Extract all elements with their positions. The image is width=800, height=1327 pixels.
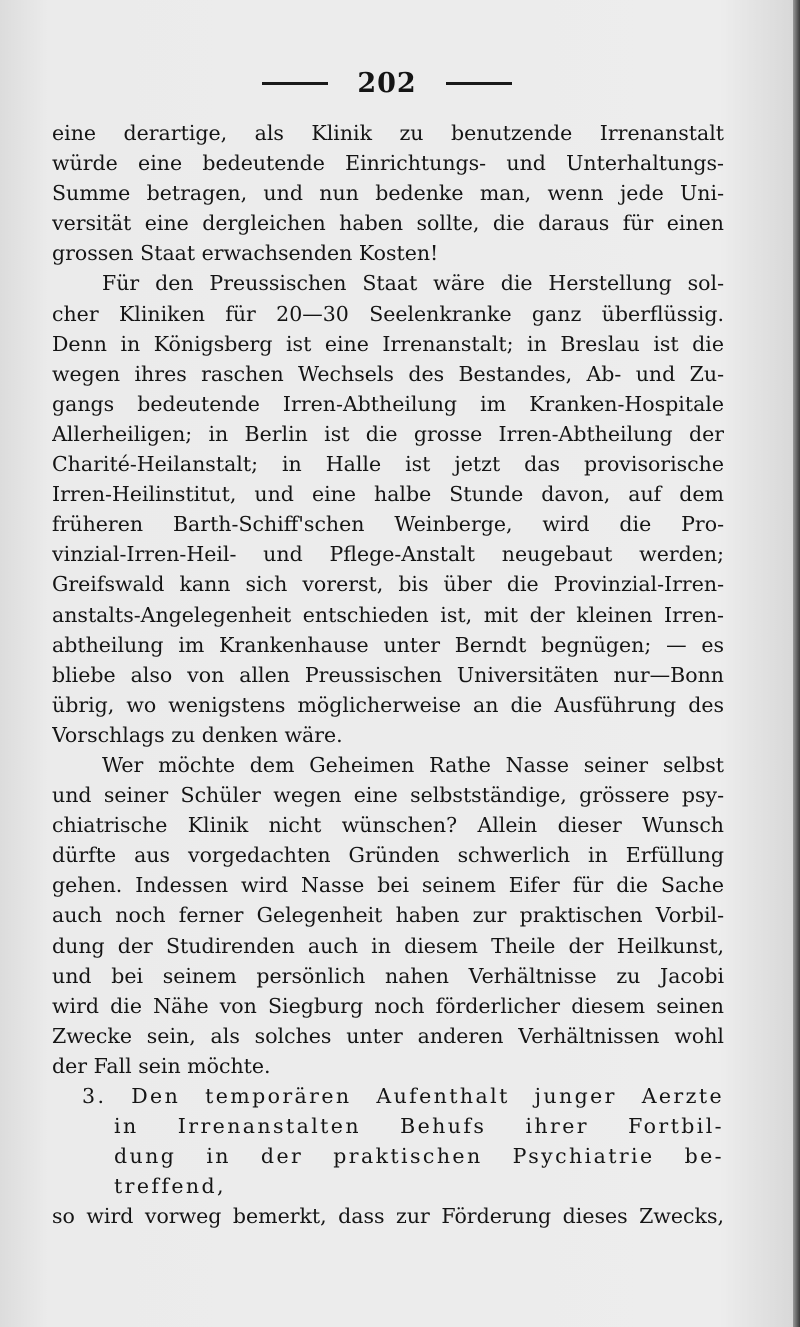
body-text bbox=[52, 118, 724, 1231]
text-line: wegen ihres raschen Wechsels des Bestandes, Ab- und Zu- bbox=[52, 361, 724, 386]
text-line: bliebe also von allen Preussischen Universitäten nur—Bonn bbox=[52, 662, 724, 687]
text-line: und bei seinem persönlich nahen Verhältnisse zu Jacobi bbox=[52, 963, 724, 988]
page-header bbox=[262, 66, 512, 100]
text-line: so wird vorweg bemerkt, dass zur Förderung dieses Zwecks, bbox=[52, 1204, 724, 1229]
text-line: vinzial-Irren-Heil- und Pflege-Anstalt neugebaut werden; bbox=[52, 542, 724, 567]
page-number: 202 bbox=[357, 67, 417, 99]
text-line: Irren-Heilinstitut, und eine halbe Stunde davon, auf dem bbox=[52, 482, 724, 507]
text-line: abtheilung im Krankenhause unter Berndt begnügen; — es bbox=[52, 632, 724, 657]
text-line: in Irrenanstalten Behufs ihrer Fortbil- bbox=[114, 1114, 724, 1139]
text-line: gangs bedeutende Irren-Abtheilung im Kranken-Hospitale bbox=[52, 391, 724, 416]
text-line: Für den Preussischen Staat wäre die Herstellung sol- bbox=[102, 271, 724, 296]
header-rule-right bbox=[446, 82, 512, 85]
text-line: wird die Nähe von Siegburg noch förderlicher diesem seinen bbox=[52, 993, 724, 1018]
text-line: treffend, bbox=[114, 1174, 226, 1199]
text-line: dung der Studirenden auch in diesem Theile der Heilkunst, bbox=[52, 933, 724, 958]
text-line: früheren Barth-Schiff'schen Weinberge, wird die Pro- bbox=[52, 512, 724, 537]
text-line: übrig, wo wenigstens möglicherweise an die Ausführung des bbox=[52, 692, 724, 717]
text-line: eine derartige, als Klinik zu benutzende Irrenanstalt bbox=[52, 121, 724, 145]
text-line: Vorschlags zu denken wäre. bbox=[52, 722, 343, 747]
text-line: würde eine bedeutende Einrichtungs- und Unterhaltungs- bbox=[52, 151, 724, 176]
page-spine-edge bbox=[793, 0, 800, 1327]
text-line: 3. Den temporären Aufenthalt junger Aerzte bbox=[82, 1084, 724, 1108]
text-line: und seiner Schüler wegen eine selbstständige, grössere psy- bbox=[52, 783, 724, 808]
text-line: der Fall sein möchte. bbox=[52, 1053, 271, 1078]
text-line: dung in der praktischen Psychiatrie be- bbox=[114, 1144, 724, 1169]
text-line: Zwecke sein, als solches unter anderen Verhältnissen wohl bbox=[52, 1023, 724, 1048]
text-line: versität eine dergleichen haben sollte, die daraus für einen bbox=[52, 211, 724, 236]
text-line: cher Kliniken für 20—30 Seelenkranke ganz überflüssig. bbox=[52, 301, 724, 326]
text-line: Wer möchte dem Geheimen Rathe Nasse seiner selbst bbox=[102, 752, 724, 777]
text-line: Greifswald kann sich vorerst, bis über die Provinzial-Irren- bbox=[52, 572, 724, 597]
text-line: dürfte aus vorgedachten Gründen schwerlich in Erfüllung bbox=[52, 843, 724, 868]
text-line: grossen Staat erwachsenden Kosten! bbox=[52, 241, 439, 266]
text-line: Allerheiligen; in Berlin ist die grosse Irren-Abtheilung der bbox=[52, 421, 724, 446]
text-line: Denn in Königsberg ist eine Irrenanstalt; in Breslau ist die bbox=[52, 331, 724, 356]
text-line: auch noch ferner Gelegenheit haben zur praktischen Vorbil- bbox=[52, 903, 724, 928]
header-rule-left bbox=[262, 82, 328, 85]
text-line: anstalts-Angelegenheit entschieden ist, mit der kleinen Irren- bbox=[52, 602, 724, 627]
text-line: chiatrische Klinik nicht wünschen? Allein dieser Wunsch bbox=[52, 813, 724, 838]
text-line: Charité-Heilanstalt; in Halle ist jetzt das provisorische bbox=[52, 452, 724, 477]
text-line: Summe betragen, und nun bedenke man, wenn jede Uni- bbox=[52, 181, 724, 206]
text-line: gehen. Indessen wird Nasse bei seinem Eifer für die Sache bbox=[52, 873, 724, 898]
